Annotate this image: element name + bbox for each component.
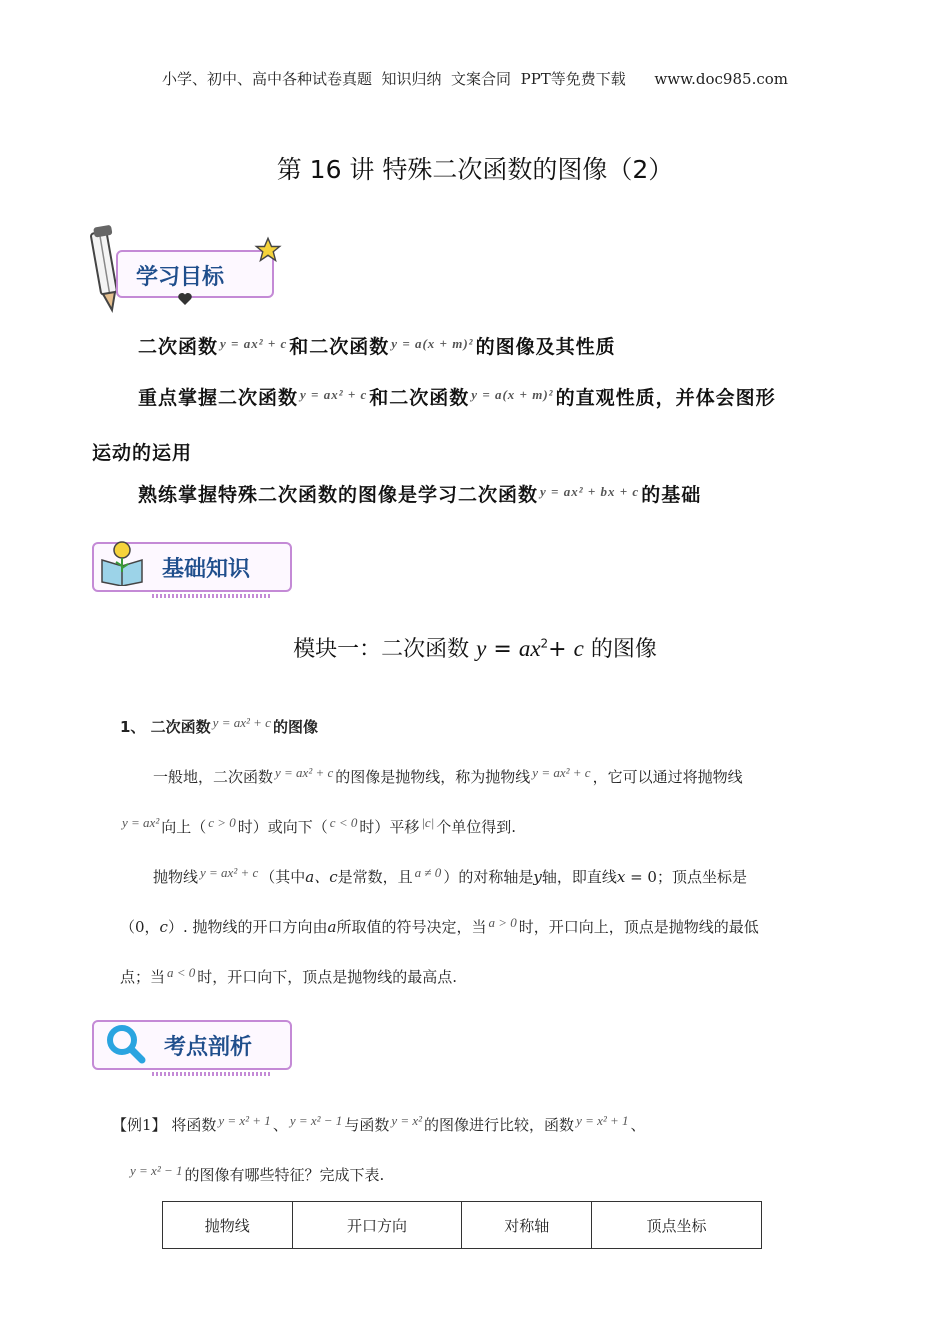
p2-text-c: 时）平移 <box>359 818 420 836</box>
ex-text-f: 的图像有哪些特征？完成下表. <box>184 1166 385 1184</box>
formula: y = x² <box>391 1113 423 1128</box>
formula: y = a(x + m)² <box>471 387 554 402</box>
table-header-cell: 开口方向 <box>292 1202 462 1249</box>
magnifier-icon <box>104 1022 148 1066</box>
goal-2-text-a: 重点掌握二次函数 <box>138 387 299 409</box>
example-1-line-2 <box>128 1163 384 1185</box>
module-title-suffix: 的图像 <box>583 637 657 662</box>
p4-text-d: 时，开口向上，顶点是抛物线的最低 <box>518 918 759 936</box>
formula: a > 0 <box>488 915 517 930</box>
p4-text-c: 所取值的符号决定，当 <box>336 918 487 936</box>
goal-2-text-c: 的直观性质，并体会图形 <box>555 387 776 409</box>
module-ax: ax <box>518 636 541 661</box>
formula: c < 0 <box>329 815 358 830</box>
p4-text-a: （0， <box>120 918 160 936</box>
ex-text-e: 、 <box>630 1116 646 1134</box>
goal-2-text-b: 和二次函数 <box>369 387 470 409</box>
formula: y = ax² + c <box>275 765 334 780</box>
paragraph-5 <box>120 965 457 987</box>
site-header: 小学、初中、高中各种试卷真题 知识归纳 文案合同 PPT等免费下载 www.doc985.com <box>161 70 788 88</box>
goal-line-2b: 运动的运用 <box>92 442 193 464</box>
formula: c > 0 <box>208 815 236 830</box>
analysis-badge-label: 考点剖析 <box>164 1035 253 1060</box>
p3-text-b: （其中 <box>260 868 306 886</box>
module-sup: 2 <box>540 636 549 651</box>
example-1-line-1 <box>112 1113 646 1135</box>
module-y: y <box>476 636 487 661</box>
formula: y = x² − 1 <box>289 1113 343 1128</box>
heading-text-a: 1、 二次函数 <box>120 718 211 736</box>
heart-icon <box>177 292 193 306</box>
star-icon <box>254 236 282 264</box>
formula: y = x² + 1 <box>576 1113 629 1128</box>
formula: y = ax² + c <box>200 865 259 880</box>
formula: y = x² + 1 <box>218 1113 271 1128</box>
goal-1-text-a: 二次函数 <box>138 336 219 358</box>
section-1-heading <box>120 715 318 737</box>
table-header-cell: 顶点坐标 <box>592 1202 762 1249</box>
answer-table <box>162 1201 762 1249</box>
module-title <box>0 632 950 663</box>
p5-text-a: 点；当 <box>120 968 166 986</box>
formula: y = ax² <box>122 815 160 830</box>
formula: y = a(x + m)² <box>391 336 474 351</box>
p1-text-c: ，它可以通过将抛物线 <box>592 768 743 786</box>
goals-badge-label: 学习目标 <box>136 265 225 290</box>
ex-text-b: 、 <box>272 1116 288 1134</box>
p3-text-c: 是常数，且 <box>337 868 413 886</box>
p2-text-b: 时）或向下（ <box>237 818 328 836</box>
formula: y = ax² + c <box>220 336 288 351</box>
formula: a ≠ 0 <box>414 865 442 880</box>
formula: |c| <box>421 815 435 830</box>
p3-text-e: 轴，即直线 <box>541 868 617 886</box>
formula: y = ax² + c <box>532 765 591 780</box>
paragraph-1 <box>153 765 743 787</box>
basics-badge-label: 基础知识 <box>162 557 251 582</box>
badge-underline <box>152 594 272 598</box>
formula: a < 0 <box>167 965 196 980</box>
example-label: 【例1】 <box>112 1116 167 1134</box>
p3-var-ac: a、c <box>305 868 338 886</box>
module-plus: + <box>548 637 574 662</box>
badge-underline <box>152 1072 272 1076</box>
module-title-prefix: 模块一：二次函数 <box>293 637 477 662</box>
table-header-cell: 对称轴 <box>462 1202 592 1249</box>
p4-var-a: a <box>327 918 337 936</box>
goal-line-3 <box>138 480 701 507</box>
module-eq: = <box>486 637 519 662</box>
p4-var-c: c <box>159 918 168 936</box>
p2-text-d: 个单位得到. <box>436 818 517 836</box>
goal-1-text-c: 的图像及其性质 <box>475 336 616 358</box>
page-title: 第 16 讲 特殊二次函数的图像（2） <box>276 155 674 184</box>
formula: y = ax² + c <box>212 715 271 730</box>
p1-text-b: 的图像是抛物线，称为抛物线 <box>335 768 531 786</box>
goal-line-2 <box>138 383 776 410</box>
p3-text-d: ）的对称轴是 <box>443 868 534 886</box>
p3-var-y: y <box>533 868 542 886</box>
p3-var-x: x <box>616 868 626 886</box>
goal-line-1 <box>138 332 616 359</box>
p5-text-b: 时，开口向下，顶点是抛物线的最高点. <box>197 968 458 986</box>
formula: y = x² − 1 <box>130 1163 183 1178</box>
lightbulb-book-icon <box>98 540 146 586</box>
table-header-row <box>163 1202 762 1249</box>
goal-1-text-b: 和二次函数 <box>289 336 390 358</box>
formula: y = ax² + c <box>300 387 368 402</box>
module-c: c <box>573 636 584 661</box>
analysis-badge <box>92 1016 292 1078</box>
ex-text-d: 的图像进行比较，函数 <box>424 1116 575 1134</box>
goal-3-text-b: 的基础 <box>641 484 702 506</box>
paragraph-4 <box>120 915 759 937</box>
basics-badge <box>92 538 292 600</box>
heading-text-b: 的图像 <box>272 718 318 736</box>
p3-text-f: = 0；顶点坐标是 <box>625 868 747 886</box>
p3-text-a: 抛物线 <box>153 868 199 886</box>
paragraph-3 <box>153 865 747 887</box>
ex-text-c: 与函数 <box>344 1116 390 1134</box>
goals-badge <box>86 224 286 314</box>
paragraph-2 <box>120 815 516 837</box>
p2-text-a: 向上（ <box>161 818 207 836</box>
p1-text-a: 一般地，二次函数 <box>153 768 274 786</box>
formula: y = ax² + bx + c <box>540 484 640 499</box>
table-header-cell: 抛物线 <box>163 1202 293 1249</box>
goal-3-text-a: 熟练掌握特殊二次函数的图像是学习二次函数 <box>138 484 539 506</box>
p4-text-b: ）. 抛物线的开口方向由 <box>167 918 328 936</box>
ex-text-a: 将函数 <box>166 1116 217 1134</box>
